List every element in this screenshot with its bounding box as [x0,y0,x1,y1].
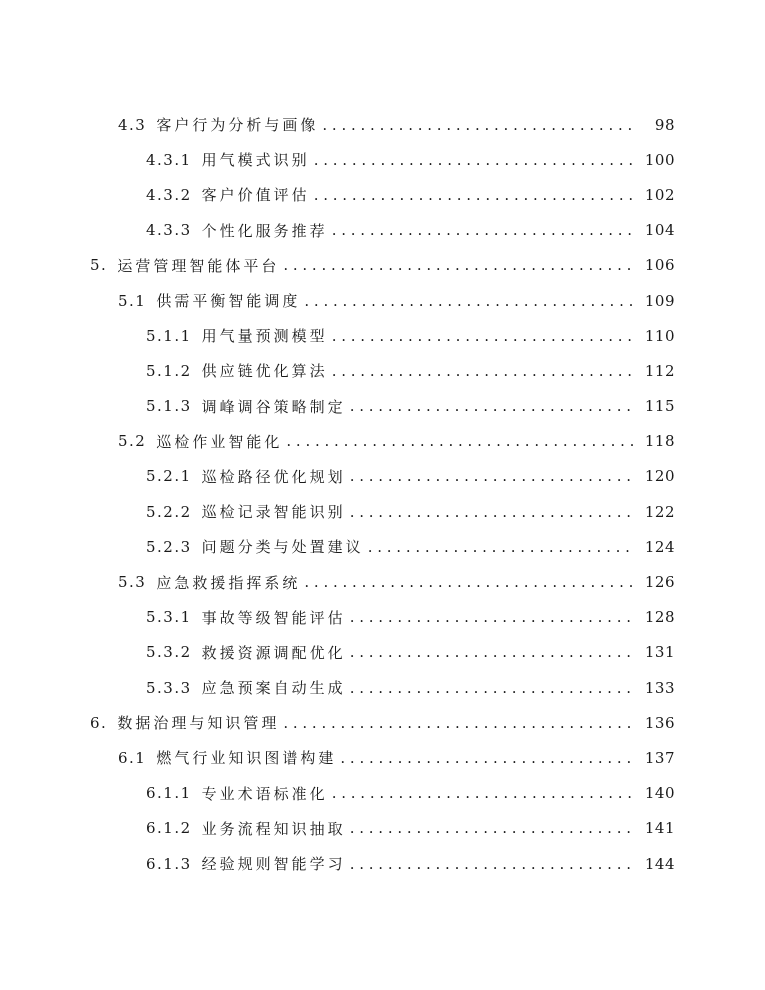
toc-entry-number: 4.3.2 [146,185,192,204]
toc-entry-title: 个性化服务推荐 [201,221,328,240]
toc-entry-number: 5.3.2 [146,643,192,662]
toc-entry-page: 104 [644,221,675,240]
toc-entry-5-3-3[interactable] [0,670,765,705]
toc-dot-leader [350,503,635,521]
toc-entry-page: 122 [644,502,675,521]
toc-entry-page: 115 [644,397,675,416]
toc-entry-number: 5.3.1 [146,608,192,627]
toc-entry-page: 106 [644,256,675,275]
toc-entry-page: 120 [644,467,675,486]
toc-entry-title: 经验规则智能学习 [201,855,346,874]
toc-entry-4-3-1[interactable] [0,142,765,177]
toc-dot-leader [314,186,635,204]
toc-entry-title: 应急救援指挥系统 [156,573,301,592]
toc-entry-number: 5.2.3 [146,537,192,556]
toc-entry-page: 144 [644,854,675,873]
toc-dot-leader [283,714,635,732]
toc-entry-4-3-2[interactable] [0,177,765,212]
toc-dot-leader [350,643,635,661]
toc-entry-number: 5.2 [118,432,147,451]
toc-entry-page: 133 [644,678,675,697]
toc-entry-6-1-1[interactable] [0,776,765,811]
toc-entry-number: 6.1.1 [146,784,192,803]
toc-entry-title: 供应链优化算法 [201,362,328,381]
toc-dot-leader [350,855,635,873]
toc-entry-title: 巡检路径优化规划 [201,467,346,486]
toc-entry-page: 98 [654,115,675,134]
toc-entry-page: 118 [644,432,675,451]
toc-entry-number: 5.1.1 [146,326,192,345]
toc-entry-page: 136 [644,713,675,732]
toc-entry-number: 5. [90,256,108,275]
toc-entry-5-1[interactable] [0,283,765,318]
toc-dot-leader [304,292,635,310]
toc-entry-number: 5.2.2 [146,502,192,521]
toc-entry-title: 事故等级智能评估 [201,608,346,627]
toc-entry-title: 数据治理与知识管理 [117,714,280,733]
toc-entry-number: 5.3 [118,573,147,592]
toc-dot-leader [350,397,635,415]
toc-entry-5-2[interactable] [0,424,765,459]
toc-entry-title: 客户行为分析与画像 [156,116,319,135]
toc-dot-leader [350,608,635,626]
toc-entry-page: 141 [644,819,675,838]
toc-entry-number: 4.3 [118,115,147,134]
toc-entry-page: 128 [644,608,675,627]
toc-entry-title: 巡检记录智能识别 [201,503,346,522]
table-of-contents [0,107,765,881]
toc-entry-title: 问题分类与处置建议 [201,538,364,557]
toc-entry-number: 6.1.3 [146,854,192,873]
toc-entry-5-1-3[interactable] [0,389,765,424]
toc-entry-5-2-2[interactable] [0,494,765,529]
toc-dot-leader [332,327,635,345]
toc-entry-page: 140 [644,784,675,803]
toc-dot-leader [286,432,635,450]
toc-entry-page: 102 [644,185,675,204]
toc-dot-leader [350,819,635,837]
toc-entry-page: 109 [644,291,675,310]
toc-entry-number: 5.1.2 [146,361,192,380]
toc-entry-6-1[interactable] [0,740,765,775]
toc-entry-6-1-2[interactable] [0,811,765,846]
toc-dot-leader [368,538,635,556]
toc-entry-number: 6.1.2 [146,819,192,838]
toc-entry-title: 业务流程知识抽取 [201,819,346,838]
toc-entry-page: 124 [644,537,675,556]
toc-dot-leader [332,362,635,380]
toc-entry-number: 6. [90,713,108,732]
toc-dot-leader [332,784,635,802]
toc-entry-5-3-2[interactable] [0,635,765,670]
toc-entry-title: 燃气行业知识图谱构建 [156,749,337,768]
toc-dot-leader [350,679,635,697]
toc-entry-title: 运营管理智能体平台 [117,256,280,275]
toc-entry-number: 5.1.3 [146,397,192,416]
toc-dot-leader [350,467,635,485]
toc-entry-page: 110 [644,326,675,345]
toc-entry-6[interactable] [0,705,765,740]
toc-dot-leader [283,256,635,274]
toc-entry-5-3[interactable] [0,564,765,599]
toc-entry-page: 126 [644,573,675,592]
toc-entry-5-3-1[interactable] [0,600,765,635]
toc-entry-title: 巡检作业智能化 [156,432,283,451]
toc-entry-5-1-1[interactable] [0,318,765,353]
toc-entry-page: 137 [644,748,675,767]
toc-entry-6-1-3[interactable] [0,846,765,881]
toc-entry-page: 112 [644,361,675,380]
toc-entry-title: 专业术语标准化 [201,784,328,803]
toc-entry-title: 调峰调谷策略制定 [201,397,346,416]
toc-entry-4-3[interactable] [0,107,765,142]
toc-entry-number: 5.3.3 [146,678,192,697]
toc-entry-page: 100 [644,150,675,169]
toc-dot-leader [304,573,635,591]
toc-entry-page: 131 [644,643,675,662]
toc-dot-leader [332,221,635,239]
toc-entry-title: 用气模式识别 [201,151,310,170]
toc-dot-leader [314,151,635,169]
toc-entry-title: 救援资源调配优化 [201,643,346,662]
toc-entry-number: 4.3.3 [146,221,192,240]
toc-entry-5-1-2[interactable] [0,353,765,388]
toc-entry-title: 客户价值评估 [201,186,310,205]
toc-entry-5[interactable] [0,248,765,283]
toc-entry-title: 应急预案自动生成 [201,679,346,698]
toc-entry-number: 4.3.1 [146,150,192,169]
toc-entry-number: 5.2.1 [146,467,192,486]
toc-entry-5-2-1[interactable] [0,459,765,494]
toc-entry-number: 5.1 [118,291,147,310]
toc-dot-leader [322,116,635,134]
toc-entry-title: 供需平衡智能调度 [156,292,301,311]
toc-entry-4-3-3[interactable] [0,213,765,248]
toc-entry-5-2-3[interactable] [0,529,765,564]
toc-dot-leader [340,749,635,767]
toc-entry-number: 6.1 [118,748,147,767]
toc-entry-title: 用气量预测模型 [201,327,328,346]
